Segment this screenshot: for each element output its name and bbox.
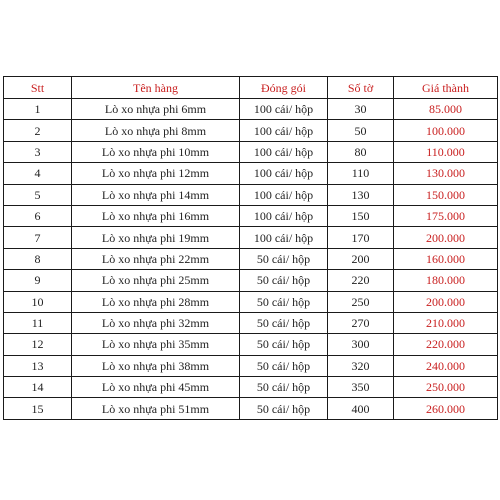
cell-stt: 8: [4, 248, 72, 269]
cell-stt: 13: [4, 355, 72, 376]
cell-price: 200.000: [394, 227, 498, 248]
table-row: [4, 184, 498, 205]
cell-product-name: Lò xo nhựa phi 22mm: [72, 248, 240, 269]
header-price: Giá thành: [394, 77, 498, 99]
cell-sheet-count: 150: [328, 205, 394, 226]
table-header: [4, 77, 498, 99]
cell-price: 100.000: [394, 120, 498, 141]
cell-product-name: Lò xo nhựa phi 19mm: [72, 227, 240, 248]
cell-product-name: Lò xo nhựa phi 12mm: [72, 163, 240, 184]
cell-price: 160.000: [394, 248, 498, 269]
cell-product-name: Lò xo nhựa phi 8mm: [72, 120, 240, 141]
header-packaging: Đóng gói: [240, 77, 328, 99]
cell-stt: 6: [4, 205, 72, 226]
cell-price: 240.000: [394, 355, 498, 376]
cell-product-name: Lò xo nhựa phi 6mm: [72, 99, 240, 120]
cell-packaging: 100 cái/ hộp: [240, 141, 328, 162]
header-sheets: Số tờ: [328, 77, 394, 99]
table-row: [4, 248, 498, 269]
cell-packaging: 50 cái/ hộp: [240, 248, 328, 269]
cell-packaging: 50 cái/ hộp: [240, 377, 328, 398]
cell-stt: 4: [4, 163, 72, 184]
table-row: [4, 163, 498, 184]
table-row: [4, 99, 498, 120]
cell-price: 220.000: [394, 334, 498, 355]
table-row: [4, 291, 498, 312]
cell-sheet-count: 110: [328, 163, 394, 184]
cell-packaging: 50 cái/ hộp: [240, 355, 328, 376]
cell-product-name: Lò xo nhựa phi 51mm: [72, 398, 240, 419]
cell-product-name: Lò xo nhựa phi 45mm: [72, 377, 240, 398]
cell-packaging: 50 cái/ hộp: [240, 270, 328, 291]
cell-stt: 12: [4, 334, 72, 355]
cell-product-name: Lò xo nhựa phi 35mm: [72, 334, 240, 355]
cell-product-name: Lò xo nhựa phi 32mm: [72, 312, 240, 333]
cell-packaging: 100 cái/ hộp: [240, 120, 328, 141]
cell-sheet-count: 50: [328, 120, 394, 141]
cell-stt: 14: [4, 377, 72, 398]
cell-product-name: Lò xo nhựa phi 10mm: [72, 141, 240, 162]
cell-stt: 9: [4, 270, 72, 291]
cell-price: 210.000: [394, 312, 498, 333]
cell-stt: 5: [4, 184, 72, 205]
cell-product-name: Lò xo nhựa phi 14mm: [72, 184, 240, 205]
cell-packaging: 100 cái/ hộp: [240, 184, 328, 205]
cell-stt: 3: [4, 141, 72, 162]
cell-stt: 10: [4, 291, 72, 312]
table-row: [4, 312, 498, 333]
cell-price: 175.000: [394, 205, 498, 226]
cell-product-name: Lò xo nhựa phi 28mm: [72, 291, 240, 312]
cell-price: 150.000: [394, 184, 498, 205]
cell-packaging: 100 cái/ hộp: [240, 227, 328, 248]
cell-packaging: 100 cái/ hộp: [240, 99, 328, 120]
cell-packaging: 100 cái/ hộp: [240, 205, 328, 226]
cell-sheet-count: 400: [328, 398, 394, 419]
cell-sheet-count: 300: [328, 334, 394, 355]
cell-stt: 7: [4, 227, 72, 248]
cell-price: 180.000: [394, 270, 498, 291]
cell-price: 200.000: [394, 291, 498, 312]
table-row: [4, 377, 498, 398]
header-stt: Stt: [4, 77, 72, 99]
cell-product-name: Lò xo nhựa phi 38mm: [72, 355, 240, 376]
table-row: [4, 355, 498, 376]
cell-product-name: Lò xo nhựa phi 25mm: [72, 270, 240, 291]
cell-sheet-count: 80: [328, 141, 394, 162]
cell-sheet-count: 170: [328, 227, 394, 248]
cell-sheet-count: 200: [328, 248, 394, 269]
cell-sheet-count: 350: [328, 377, 394, 398]
table-row: [4, 334, 498, 355]
table-row: [4, 141, 498, 162]
cell-price: 130.000: [394, 163, 498, 184]
cell-price: 260.000: [394, 398, 498, 419]
cell-price: 85.000: [394, 99, 498, 120]
header-name: Tên hàng: [72, 77, 240, 99]
cell-stt: 15: [4, 398, 72, 419]
cell-price: 110.000: [394, 141, 498, 162]
cell-stt: 11: [4, 312, 72, 333]
cell-sheet-count: 130: [328, 184, 394, 205]
cell-stt: 2: [4, 120, 72, 141]
cell-price: 250.000: [394, 377, 498, 398]
cell-sheet-count: 250: [328, 291, 394, 312]
table-row: [4, 205, 498, 226]
header-row: [4, 77, 498, 99]
cell-packaging: 50 cái/ hộp: [240, 291, 328, 312]
price-table: [3, 76, 498, 420]
table-row: [4, 120, 498, 141]
cell-packaging: 50 cái/ hộp: [240, 312, 328, 333]
cell-sheet-count: 30: [328, 99, 394, 120]
cell-packaging: 50 cái/ hộp: [240, 334, 328, 355]
cell-sheet-count: 320: [328, 355, 394, 376]
cell-sheet-count: 270: [328, 312, 394, 333]
cell-packaging: 100 cái/ hộp: [240, 163, 328, 184]
cell-packaging: 50 cái/ hộp: [240, 398, 328, 419]
cell-stt: 1: [4, 99, 72, 120]
cell-product-name: Lò xo nhựa phi 16mm: [72, 205, 240, 226]
cell-sheet-count: 220: [328, 270, 394, 291]
table-row: [4, 227, 498, 248]
table-row: [4, 270, 498, 291]
table-body: [4, 99, 498, 420]
table-row: [4, 398, 498, 419]
